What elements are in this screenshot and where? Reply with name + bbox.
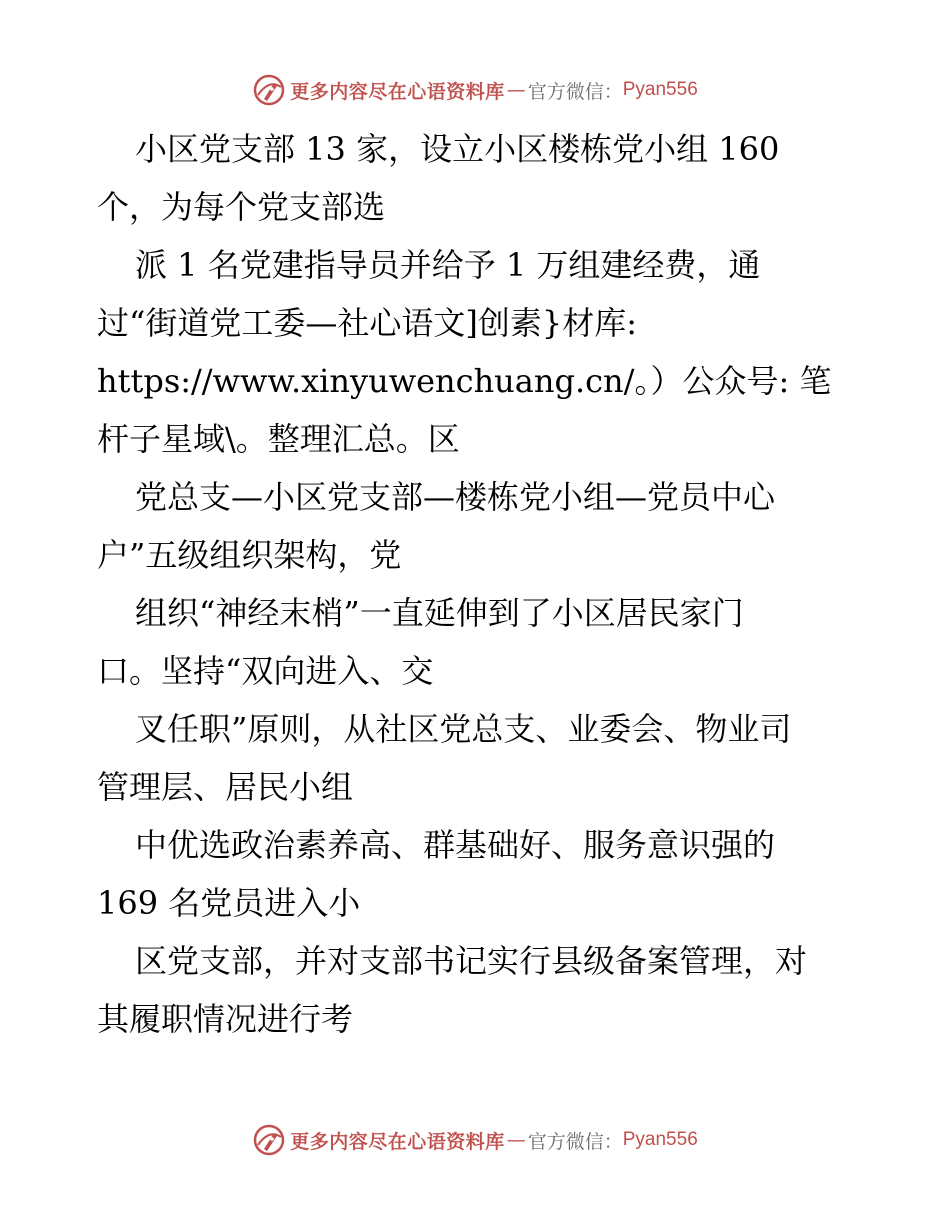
text-line: https://www.xinyuwenchuang.cn/。）公众号: 笔 (97, 362, 832, 400)
text-line: 口。坚持“双向进入、交 (97, 652, 434, 690)
banner-dash: — (506, 79, 526, 101)
document-body (97, 120, 857, 1048)
text-line: 党总支—小区党支部—楼栋党小组—党员中心 (135, 478, 776, 516)
text-line: 小区党支部 13 家，设立小区楼栋党小组 160 (135, 130, 780, 168)
text-line: 户”五级组织架构，党 (97, 536, 402, 574)
text-line: 过“街道党工委—社心语文]创素}材库: (97, 304, 637, 342)
banner-dash: — (506, 1129, 526, 1151)
pen-nib-circle-icon (252, 1123, 286, 1157)
text-line: 个，为每个党支部选 (97, 188, 386, 226)
footer-banner (0, 1120, 950, 1160)
banner-brand: 更多内容尽在心语资料库 (290, 80, 505, 103)
banner-official-label: 官方微信： (527, 80, 623, 103)
banner-official-label: 官方微信： (527, 1130, 623, 1153)
text-line: 组织“神经末梢”一直延伸到了小区居民家门 (135, 594, 744, 632)
text-line: 派 1 名党建指导员并给予 1 万组建经费，通 (135, 246, 761, 284)
text-line: 管理层、居民小组 (97, 768, 354, 806)
banner-wechat-id: Pyan556 (622, 1129, 698, 1150)
text-line: 中优选政治素养高、群基础好、服务意识强的 (135, 826, 776, 864)
text-line: 区党支部，并对支部书记实行县级备案管理，对 (135, 942, 808, 980)
text-line: 叉任职”原则，从社区党总支、业委会、物业司 (135, 710, 792, 748)
text-line: 杆子星域\。整理汇总。区 (97, 420, 460, 458)
header-banner (0, 70, 950, 110)
banner-wechat-id: Pyan556 (622, 79, 698, 100)
banner-brand: 更多内容尽在心语资料库 (290, 1130, 505, 1153)
text-line: 169 名党员进入小 (97, 884, 361, 922)
text-line: 其履职情况进行考 (97, 1000, 354, 1038)
pen-nib-circle-icon (252, 73, 286, 107)
